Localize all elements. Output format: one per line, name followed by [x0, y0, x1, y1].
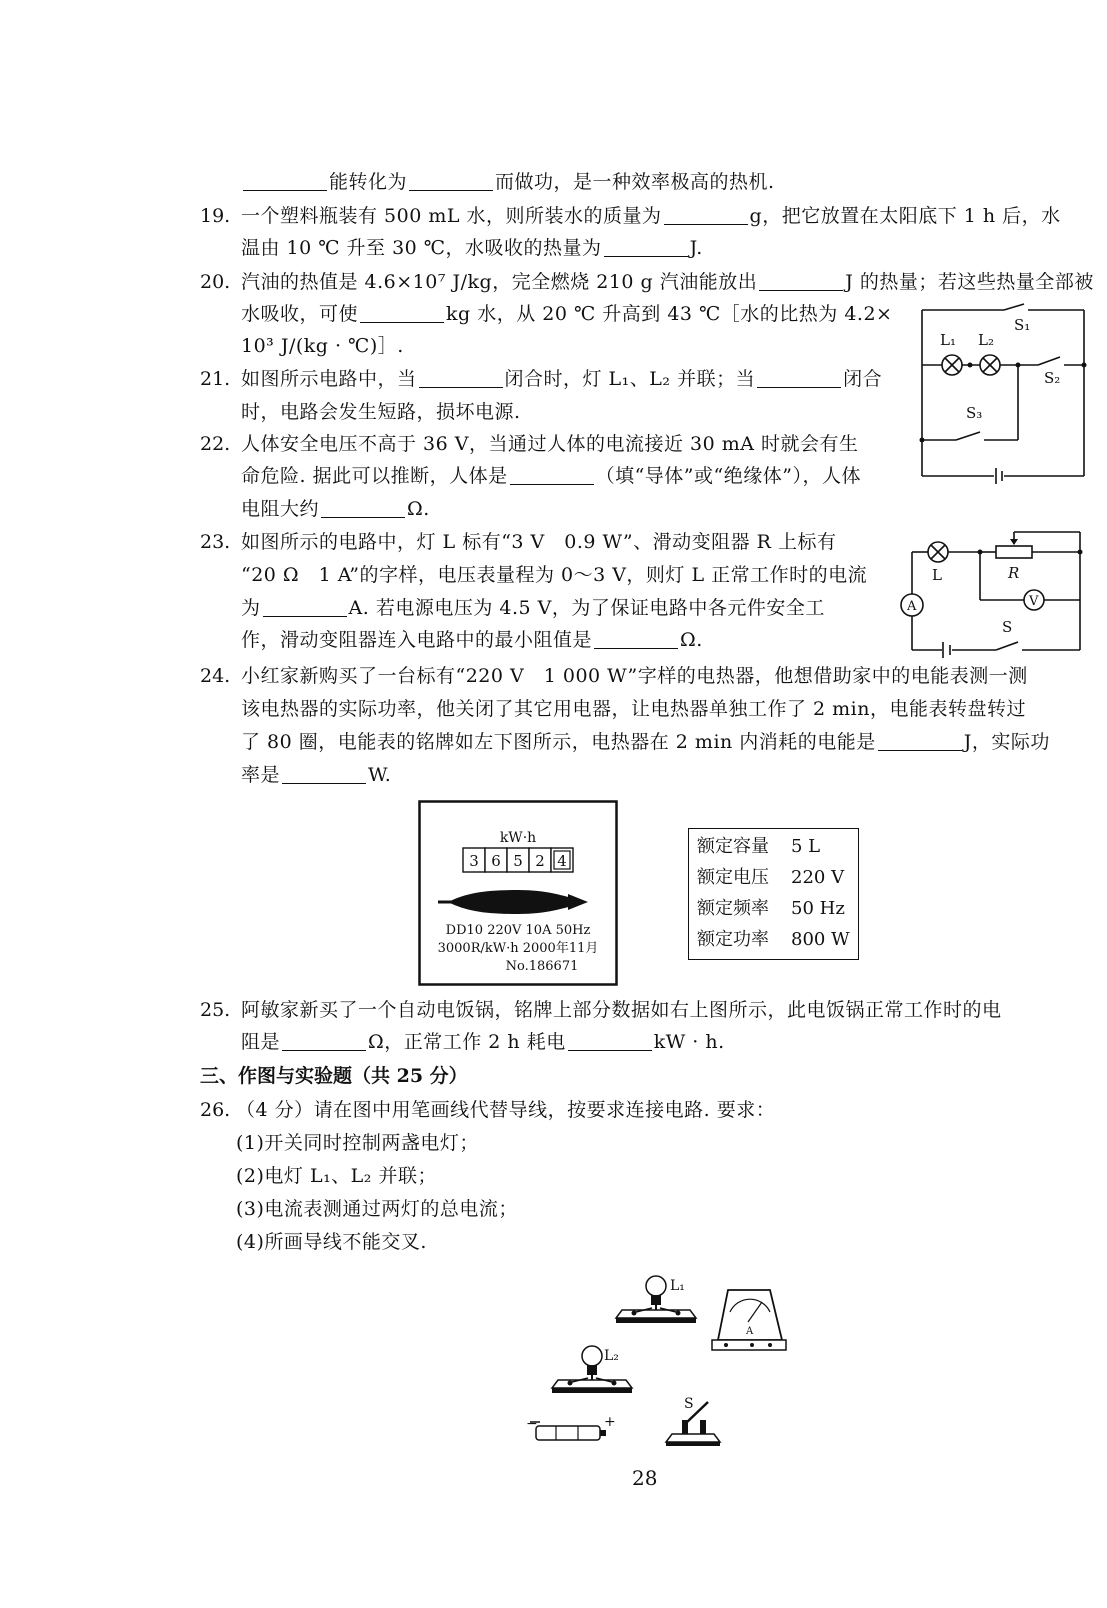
label-a: A: [907, 599, 917, 614]
section-heading: 三、作图与实验题（共 25 分）: [200, 1065, 468, 1087]
meter-spec-line-2: 3000R/kW·h 2000年11月: [437, 941, 599, 956]
answer-blank[interactable]: [664, 206, 748, 225]
q23-line-2: “20 Ω 1 A”的字样，电压表量程为 0～3 V，则灯 L 正常工作时的电流: [241, 564, 868, 586]
battery-plus-label: +: [604, 1414, 616, 1430]
page-number: 28: [632, 1466, 658, 1490]
q26-components-figure: [526, 1262, 790, 1448]
question-number: 19.: [200, 205, 231, 227]
meter-digit: 6: [491, 852, 501, 870]
q26-requirement-1: (1)开关同时控制两盏电灯；: [236, 1132, 479, 1154]
answer-blank[interactable]: [419, 369, 503, 388]
meter-digit: 3: [469, 852, 479, 870]
label-s1: S₁: [1014, 316, 1031, 334]
meter-digit: 5: [513, 852, 523, 870]
q24-line-4: 率是 W.: [241, 764, 392, 786]
answer-blank[interactable]: [321, 499, 405, 518]
label-s2: S₂: [1044, 369, 1061, 387]
question-number: 23.: [200, 531, 231, 553]
q26-line-1: （4 分）请在图中用笔画线代替导线，按要求连接电路. 要求：: [236, 1099, 776, 1121]
answer-blank[interactable]: [409, 172, 493, 191]
spec-label: 额定电压: [697, 867, 769, 888]
q20-line-2: 水吸收，可使 kg 水，从 20 ℃ 升高到 43 ℃［水的比热为 4.2×: [241, 303, 893, 325]
answer-blank[interactable]: [594, 630, 678, 649]
meter-digit: 4: [557, 852, 567, 870]
q26-requirement-4: (4)所画导线不能交叉.: [236, 1231, 427, 1253]
label-l1: L₁: [940, 331, 956, 349]
q25-line-2: 阻是 Ω，正常工作 2 h 耗电 kW · h.: [241, 1031, 725, 1053]
spec-row: [691, 832, 856, 863]
answer-blank[interactable]: [510, 466, 594, 485]
question-number: 25.: [200, 999, 231, 1021]
spec-value: 220 V: [791, 867, 845, 888]
q23-circuit-diagram: [900, 528, 1085, 656]
electric-meter-figure: [418, 800, 618, 986]
answer-blank[interactable]: [757, 369, 841, 388]
label-a: A: [746, 1326, 754, 1337]
lamp-l2-icon: [552, 1346, 632, 1393]
label-r: R: [1008, 564, 1020, 582]
meter-unit: kW·h: [499, 830, 537, 846]
q24-line-2: 该电热器的实际功率，他关闭了其它用电器，让电热器单独工作了 2 min，电能表转盘转过: [241, 698, 1026, 720]
spec-label: 额定功率: [697, 929, 769, 950]
answer-blank[interactable]: [263, 598, 347, 617]
answer-blank[interactable]: [243, 172, 327, 191]
spec-value: 50 Hz: [791, 898, 845, 919]
q26-requirement-2: (2)电灯 L₁、L₂ 并联；: [236, 1165, 437, 1187]
question-number: 24.: [200, 665, 231, 687]
ammeter-icon: [712, 1290, 786, 1350]
q19-line-2: 温由 10 ℃ 升至 30 ℃，水吸收的热量为 J.: [241, 237, 703, 259]
answer-blank[interactable]: [360, 304, 444, 323]
label-s3: S₃: [966, 404, 983, 422]
label-v: V: [1029, 594, 1039, 609]
spec-label: 额定容量: [697, 836, 769, 857]
q23-line-4: 作，滑动变阻器连入电路中的最小阻值是 Ω.: [241, 629, 703, 651]
question-number: 20.: [200, 271, 231, 293]
label-l2: L₂: [978, 331, 994, 349]
meter-serial-number: No.186671: [505, 959, 579, 974]
q20-line-3: 10³ J/(kg · ℃)］.: [241, 335, 404, 357]
question-number: 21.: [200, 368, 231, 390]
label-l: L: [932, 566, 942, 584]
label-l2: L₂: [604, 1348, 619, 1364]
q24-line-3: 了 80 圈，电能表的铭牌如左下图所示，电热器在 2 min 内消耗的电能是 J，实际功: [241, 731, 1050, 753]
q24-line-1: 小红家新购买了一台标有“220 V 1 000 W”字样的电热器，他想借助家中的电能表测一测: [241, 665, 1028, 687]
spec-row: [691, 894, 856, 925]
meter-spec-line-1: DD10 220V 10A 50Hz: [445, 923, 591, 938]
q25-line-1: 阿敏家新买了一个自动电饭锅，铭牌上部分数据如右上图所示，此电饭锅正常工作时的电: [241, 999, 1002, 1021]
q19-line-1: 一个塑料瓶装有 500 mL 水，则所装水的质量为 g，把它放置在太阳底下 1 h 后，水: [241, 205, 1061, 227]
answer-blank[interactable]: [568, 1032, 652, 1051]
spec-value: 800 W: [791, 929, 850, 950]
meter-digit-row: [463, 848, 573, 872]
answer-blank[interactable]: [759, 272, 843, 291]
q26-requirement-3: (3)电流表测通过两灯的总电流；: [236, 1198, 518, 1220]
q21-line-1: 如图所示电路中，当 闭合时，灯 L₁、L₂ 并联；当 闭合: [241, 368, 883, 390]
q20-line-1: 汽油的热值是 4.6×10⁷ J/kg，完全燃烧 210 g 汽油能放出 J 的热量；若这些热量全部被: [241, 271, 1094, 293]
q23-line-1: 如图所示的电路中，灯 L 标有“3 V 0.9 W”、滑动变阻器 R 上标有: [241, 531, 837, 553]
label-s: S: [1002, 618, 1013, 636]
battery-minus-label: −: [526, 1416, 538, 1432]
q23-line-3: 为 A. 若电源电压为 4.5 V，为了保证电路中各元件安全工: [241, 597, 825, 619]
answer-blank[interactable]: [604, 238, 688, 257]
spec-label: 额定频率: [697, 898, 769, 919]
label-s: S: [684, 1396, 694, 1412]
q22-line-1: 人体安全电压不高于 36 V，当通过人体的电流接近 30 mA 时就会有生: [241, 433, 859, 455]
question-number: 26.: [200, 1099, 231, 1121]
label-l1: L₁: [670, 1278, 685, 1294]
q22-line-3: 电阻大约 Ω.: [241, 498, 430, 520]
spec-row: [691, 863, 856, 894]
answer-blank[interactable]: [282, 765, 366, 784]
battery-icon: [530, 1422, 606, 1440]
answer-blank[interactable]: [878, 732, 962, 751]
question-number: 22.: [200, 433, 231, 455]
q21-circuit-diagram: [918, 300, 1088, 482]
q22-line-2: 命危险. 据此可以推断，人体是 （填“导体”或“绝缘体”），人体: [241, 465, 861, 487]
meter-digit: 2: [535, 852, 545, 870]
answer-blank[interactable]: [282, 1032, 366, 1051]
rice-cooker-spec-table: [688, 828, 859, 960]
spec-value: 5 L: [791, 836, 821, 857]
q18-tail-line: 能转化为 而做功，是一种效率极高的热机.: [241, 170, 775, 194]
spec-row: [691, 925, 856, 956]
q21-line-2: 时，电路会发生短路，损坏电源.: [241, 401, 521, 423]
